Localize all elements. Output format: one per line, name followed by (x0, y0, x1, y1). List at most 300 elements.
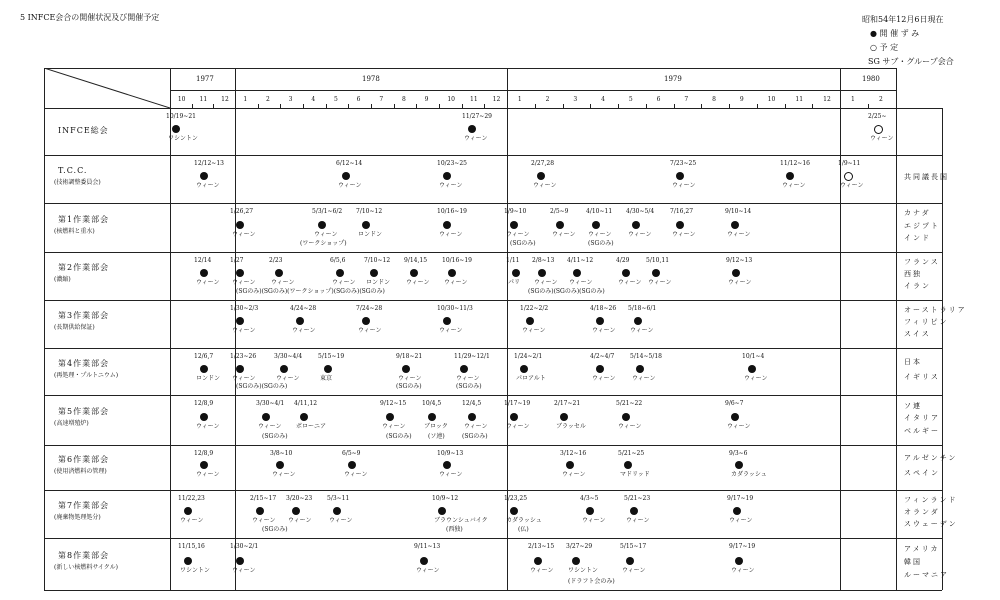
meeting-place: ウィーン (522, 327, 546, 335)
held-marker (733, 507, 741, 515)
meeting-date: 5/3/1~6/2 (312, 208, 343, 215)
meeting-place: ウィーン (196, 182, 220, 190)
held-marker (510, 413, 518, 421)
held-marker (534, 557, 542, 565)
held-marker (236, 221, 244, 229)
meeting-place: ウィーン (444, 279, 468, 287)
meeting-place: ロンドン (196, 375, 221, 383)
meeting-place: ウィーン (562, 471, 586, 479)
y1977-month-tick (192, 104, 193, 108)
y1978-month-11: 11 (470, 96, 478, 103)
held-marker (262, 413, 270, 421)
meeting-date: 3/8~10 (270, 450, 293, 457)
meeting-place: ブラウンシュバイク (434, 517, 488, 525)
year-divider-line (170, 90, 896, 91)
legend-sg-text: サブ・グループ会合 (882, 57, 954, 66)
chair-country-6-1: イタリア (904, 414, 940, 422)
meeting-place: ウィーン (456, 375, 480, 383)
meeting-place: ウィーン (439, 182, 463, 190)
meeting-date: 9/6~7 (725, 400, 744, 407)
year-label-1977: 1977 (196, 75, 214, 83)
meeting-date: 3/20~23 (286, 495, 313, 502)
held-marker (468, 125, 476, 133)
chair-country-6-2: ベルギー (904, 426, 940, 435)
held-marker (624, 461, 632, 469)
chair-country-6-0: ソ連 (904, 401, 922, 410)
meeting-date: 3/27~29 (566, 543, 593, 550)
meeting-note: (西独) (446, 526, 463, 533)
held-marker (256, 507, 264, 515)
meeting-note: (SGのみ) (396, 383, 422, 390)
held-marker (632, 221, 640, 229)
legend-planned-text: 予 定 (879, 43, 899, 52)
meeting-place: カダラッシュ (506, 517, 542, 525)
held-marker (428, 413, 436, 421)
held-marker (630, 507, 638, 515)
meeting-date: 7/23~25 (670, 160, 697, 167)
header-diagonal (44, 68, 170, 108)
held-marker (172, 125, 180, 133)
meeting-place: ウィーン (672, 182, 696, 190)
meeting-date: 7/10~12 (356, 208, 383, 215)
meeting-date: 4/18~26 (590, 305, 617, 312)
meeting-note: (仏) (518, 526, 529, 533)
y1978-month-tick (439, 104, 440, 108)
held-marker (184, 507, 192, 515)
y1979-month-tick (785, 104, 786, 108)
meeting-date: 12/4,5 (462, 400, 482, 407)
legend-done-marker: ● (870, 29, 877, 38)
held-marker (342, 172, 350, 180)
held-marker (200, 461, 208, 469)
meeting-place: ウィーン (626, 517, 650, 525)
label-column-border (170, 68, 171, 590)
held-marker (520, 365, 528, 373)
row-border-line (44, 490, 942, 491)
meeting-place: ウィーン (196, 279, 220, 287)
meeting-date: 10/30~11/3 (437, 305, 473, 312)
meeting-date: 2/27,28 (531, 160, 555, 167)
y1977-month-12: 12 (221, 96, 229, 103)
y1979-month-tick (646, 104, 647, 108)
y1978-month-10: 10 (447, 96, 455, 103)
chair-country-8-2: スウェーデン (904, 520, 958, 528)
meeting-note: (SGのみ) (456, 383, 482, 390)
row-sublabel-1: (技術調整委員会) (54, 179, 101, 186)
meeting-date: 2/15~17 (250, 495, 277, 502)
meeting-place: ワシントン (180, 566, 210, 574)
y1978-month-5: 5 (334, 96, 338, 103)
year-1979-border (840, 68, 841, 590)
meeting-place: ウィーン (552, 230, 576, 238)
row-border-line (44, 395, 942, 396)
meeting-place: ウィーン (464, 423, 488, 430)
held-marker (386, 413, 394, 421)
table-left-border (44, 68, 45, 590)
row-sublabel-4: (長期供給保証) (54, 324, 95, 331)
y1978-month-12: 12 (492, 96, 501, 103)
meeting-note: (SGのみ)(SGのみ)(ワークショップ)(SGのみ)(SGのみ) (236, 288, 385, 295)
meeting-date: 12/8,9 (194, 450, 214, 457)
meeting-note: (ドラフト会のみ) (568, 578, 615, 585)
row-sublabel-5: (再処理・プルトニウム) (54, 371, 119, 379)
held-marker (443, 221, 451, 229)
meeting-date: 7/10~12 (364, 257, 391, 264)
chair-country-3-1: 西独 (904, 270, 922, 278)
chair-country-4-0: オーストラリア (904, 306, 967, 314)
meeting-note: (SGのみ) (262, 526, 288, 533)
held-marker (236, 557, 244, 565)
meeting-date: 10/19~21 (166, 113, 196, 120)
meeting-date: 10/4,5 (422, 400, 442, 407)
row-sublabel-6: (高速増殖炉) (54, 420, 89, 427)
y1977-month-tick (213, 104, 214, 108)
held-marker (626, 557, 634, 565)
meeting-place: ウィーン (731, 566, 755, 574)
row-label-0: INFCE総会 (58, 125, 109, 135)
held-marker (676, 221, 684, 229)
y1979-month-7: 7 (684, 96, 689, 103)
meeting-date: 1/9~10 (504, 208, 527, 215)
row-label-9: 第8作業部会 (58, 551, 110, 560)
held-marker (731, 221, 739, 229)
meeting-date: 5/3~11 (327, 495, 350, 502)
held-marker (438, 507, 446, 515)
held-marker (200, 172, 208, 180)
held-marker (566, 461, 574, 469)
meeting-place: ウィーン (506, 230, 530, 238)
held-marker (236, 269, 244, 277)
year-label-1980: 1980 (862, 75, 880, 83)
held-marker (420, 557, 428, 565)
y1978-month-tick (326, 104, 327, 108)
y1979-month-tick (757, 104, 758, 108)
meeting-place: ウィーン (196, 423, 220, 430)
held-marker (636, 365, 644, 373)
meeting-date: 12/14 (194, 257, 212, 264)
meeting-place: ウィーン (729, 517, 753, 525)
meeting-date: 1/17~19 (504, 400, 531, 407)
meeting-place: ウィーン (534, 279, 558, 287)
held-marker (324, 365, 332, 373)
meeting-place: ウィーン (358, 327, 382, 335)
row-border-line (44, 538, 942, 539)
y1978-month-tick (280, 104, 281, 108)
meeting-date: 5/15~17 (620, 543, 647, 550)
meeting-place: ウィーン (338, 182, 362, 190)
meeting-date: 4/29 (616, 257, 630, 264)
meeting-date: 1/23,25 (504, 495, 528, 502)
meeting-place: ウィーン (344, 471, 368, 479)
meeting-place: ロンドン (358, 230, 383, 238)
meeting-date: 11/12~16 (780, 160, 810, 167)
meeting-note: (ワークショップ) (300, 240, 347, 247)
legend-planned-marker: ○ (870, 43, 877, 52)
meeting-place: ウィーン (288, 517, 312, 525)
meeting-date: 9/10~14 (725, 208, 752, 215)
held-marker (362, 317, 370, 325)
meeting-date: 9/17~19 (727, 495, 754, 502)
meeting-date: 5/18~6/1 (628, 305, 657, 312)
y1979-month-tick (701, 104, 702, 108)
meeting-date: 2/23 (269, 257, 283, 264)
meeting-note: (SGのみ)(SGのみ) (236, 383, 288, 390)
held-marker (586, 507, 594, 515)
held-marker (333, 507, 341, 515)
y1979-month-tick (729, 104, 730, 108)
meeting-place: ボローニア (296, 423, 327, 430)
y1978-month-tick (348, 104, 349, 108)
meeting-place: ワシントン (168, 135, 198, 143)
row-label-1: T.C.C. (58, 166, 88, 175)
meeting-place: マドリッド (620, 471, 650, 479)
meeting-date: 1/30~2/3 (230, 305, 259, 312)
held-marker (200, 413, 208, 421)
held-marker (296, 317, 304, 325)
meeting-place: ウィーン (622, 566, 646, 574)
meeting-place: ウィーン (258, 423, 282, 430)
y1979-month-tick (535, 104, 536, 108)
meeting-place: ウィーン (618, 279, 642, 287)
row-label-4: 第3作業部会 (58, 311, 110, 320)
y1978-month-tick (258, 104, 259, 108)
held-marker (292, 507, 300, 515)
as-of-date: 昭和54年12月6日現在 (862, 15, 944, 24)
meeting-place: ウィーン (506, 423, 530, 430)
meeting-place: ウィーン (196, 471, 220, 479)
legend-planned (870, 44, 898, 52)
y1977-month-11: 11 (199, 96, 208, 103)
legend-sg-marker: SG (868, 57, 880, 66)
held-marker (318, 221, 326, 229)
year-1980-border (896, 68, 897, 590)
meeting-date: 5/21~25 (618, 450, 645, 457)
meeting-place: ウィーン (406, 279, 430, 287)
row-label-6: 第5作業部会 (58, 407, 110, 416)
meeting-date: 2/17~21 (554, 400, 581, 407)
held-marker (184, 557, 192, 565)
meeting-place: ウィーン (628, 230, 652, 238)
held-marker (510, 221, 518, 229)
meeting-date: 1/23~26 (230, 353, 257, 360)
y1979-month-1: 1 (517, 96, 522, 103)
meeting-date: 1/24~2/1 (514, 353, 543, 360)
chair-country-7-1: スペイン (904, 469, 940, 477)
meeting-date: 1/30~2/1 (230, 543, 259, 550)
row-label-8: 第7作業部会 (58, 501, 110, 510)
meeting-date: 4/24~28 (290, 305, 317, 312)
meeting-date: 10/23~25 (437, 160, 467, 167)
meeting-place: 東京 (320, 375, 333, 383)
legend-done-text: 開 催 ず み (879, 29, 920, 38)
y1978-month-9: 9 (424, 96, 429, 103)
meeting-place: パロアルト (516, 375, 546, 383)
meeting-note: (SGのみ) (386, 433, 412, 440)
meeting-place: ウィーン (728, 279, 752, 287)
held-marker (443, 317, 451, 325)
held-marker (652, 269, 660, 277)
row-border-line (44, 348, 942, 349)
meeting-date: 12/8,9 (194, 400, 214, 407)
meeting-place: ウィーン (276, 375, 300, 383)
chair-country-5-1: イギリス (904, 373, 940, 382)
held-marker (402, 365, 410, 373)
meeting-place: ウィーン (439, 230, 463, 238)
meeting-date: 3/30~4/4 (274, 353, 303, 360)
meeting-place: ウィーン (588, 230, 612, 238)
y1979-month-11: 11 (795, 96, 804, 103)
held-marker (596, 317, 604, 325)
row-sublabel-3: (濃縮) (54, 276, 71, 283)
row-label-5: 第4作業部会 (58, 358, 110, 368)
held-marker (410, 269, 418, 277)
meeting-date: 9/12~13 (726, 257, 753, 264)
meeting-place: ウィーン (840, 182, 864, 190)
row-label-7: 第6作業部会 (58, 454, 110, 464)
meeting-place: ウィーン (272, 471, 296, 479)
meeting-place: ウィーン (618, 423, 642, 430)
meeting-place: ウィーン (416, 566, 440, 574)
held-marker (200, 365, 208, 373)
held-marker (731, 413, 739, 421)
meeting-place: ウィーン (870, 135, 894, 143)
chair-country-2-0: カナダ (904, 209, 931, 218)
meeting-date: 2/13~15 (528, 543, 555, 550)
row-sublabel-2: (核燃料と重水) (54, 227, 95, 235)
meeting-place: ウィーン (727, 230, 751, 238)
chair-country-3-2: イラン (904, 282, 931, 290)
meeting-place: ウィーン (592, 327, 616, 335)
meeting-date: 12/12~13 (194, 160, 224, 167)
meeting-date: 9/12~15 (380, 400, 407, 407)
y1978-month-tick (394, 104, 395, 108)
held-marker (735, 461, 743, 469)
meeting-date: 10/9~13 (437, 450, 464, 457)
meeting-place: ウィーン (382, 423, 406, 430)
y1979-month-8: 8 (712, 96, 716, 103)
meeting-date: 11/27~29 (462, 113, 492, 120)
meeting-date: 5/21~23 (624, 495, 651, 502)
meeting-date: 10/16~19 (437, 208, 467, 215)
row-border-line (44, 590, 942, 591)
held-marker (280, 365, 288, 373)
y1979-month-12: 12 (823, 96, 831, 103)
held-marker (572, 557, 580, 565)
meeting-date: 3/30~4/1 (256, 400, 285, 407)
held-marker (348, 461, 356, 469)
planned-marker (844, 172, 853, 181)
y1979-month-tick (812, 104, 813, 108)
meeting-place: パリ (508, 279, 521, 287)
y1978-month-tick (371, 104, 372, 108)
meeting-place: ウィーン (569, 279, 593, 287)
y1978-month-4: 4 (311, 96, 316, 103)
meeting-place: ウィーン (292, 327, 316, 335)
held-marker (468, 413, 476, 421)
meeting-place: ウィーン (232, 375, 256, 383)
table-top-border (44, 68, 896, 69)
chair-country-8-1: オランダ (904, 508, 940, 516)
document-title: 5 INFCE会合の開催状況及び開催予定 (20, 13, 160, 22)
held-marker (362, 221, 370, 229)
meeting-note: (SGのみ)(SGのみ)(SGのみ) (528, 288, 605, 295)
meeting-place: ウィーン (582, 517, 606, 525)
meeting-place: ウィーン (232, 230, 256, 238)
held-marker (510, 507, 518, 515)
meeting-place: ウィーン (648, 279, 672, 287)
meeting-place: ウィーン (533, 182, 557, 190)
y1979-month-4: 4 (601, 96, 605, 103)
chair-country-9-0: アメリカ (904, 545, 940, 553)
meeting-place: ウィーン (592, 375, 616, 383)
held-marker (748, 365, 756, 373)
y1978-month-tick (462, 104, 463, 108)
chair-country-1-0: 共同議長国 (904, 173, 949, 181)
held-marker (676, 172, 684, 180)
meeting-date: 10/16~19 (442, 257, 472, 264)
meeting-date: 1/22~2/2 (520, 305, 549, 312)
held-marker (276, 461, 284, 469)
meeting-place: ウィーン (232, 566, 256, 574)
y1980-month-2: 2 (879, 96, 883, 103)
y1978-month-8: 8 (402, 96, 406, 103)
meeting-place: ウィーン (314, 230, 338, 238)
held-marker (537, 172, 545, 180)
meeting-place: カダラッシュ (731, 471, 767, 479)
meeting-note: (ソ連) (428, 433, 445, 440)
row-border-line (44, 300, 942, 301)
row-border-line (44, 252, 942, 253)
held-marker (526, 317, 534, 325)
meeting-place: ウィーン (630, 327, 654, 335)
meeting-date: 7/24~28 (356, 305, 383, 312)
meeting-date: 10/9~12 (432, 495, 459, 502)
held-marker (236, 365, 244, 373)
held-marker (443, 172, 451, 180)
meeting-date: 12/6,7 (194, 353, 214, 360)
meeting-place: ウィーン (332, 279, 356, 287)
held-marker (460, 365, 468, 373)
y1978-month-2: 2 (266, 96, 270, 103)
held-marker (573, 269, 581, 277)
row-sublabel-8: (廃棄物処理処分) (54, 514, 101, 521)
meeting-date: 2/8~13 (532, 257, 555, 264)
legend-done (870, 30, 919, 38)
meeting-date: 5/14~5/18 (630, 353, 662, 360)
meeting-place: ウィーン (271, 279, 295, 287)
meeting-date: 4/11,12 (294, 400, 318, 407)
year-label-1978: 1978 (362, 75, 380, 83)
meeting-place: ウィーン (464, 135, 488, 143)
y1980-month-1: 1 (851, 96, 855, 103)
legend-sg (868, 58, 954, 66)
meeting-date: 5/21~22 (616, 400, 643, 407)
held-marker (556, 221, 564, 229)
held-marker (592, 221, 600, 229)
chair-country-9-2: ルーマニア (904, 571, 949, 579)
meeting-place: ウィーン (232, 327, 256, 335)
meeting-note: (SGのみ) (462, 433, 488, 440)
meeting-date: 1/9~11 (838, 160, 861, 167)
meeting-place: ウィーン (232, 279, 256, 287)
row-border-line (44, 203, 942, 204)
y1979-month-5: 5 (628, 96, 633, 103)
meeting-place: ウィーン (252, 517, 276, 525)
row-sublabel-9: (新しい核燃料サイクル) (54, 564, 118, 571)
chair-country-2-2: インド (904, 233, 931, 242)
meeting-place: ウィーン (329, 517, 353, 525)
row-sublabel-7: (使用済燃料の管理) (54, 467, 107, 475)
